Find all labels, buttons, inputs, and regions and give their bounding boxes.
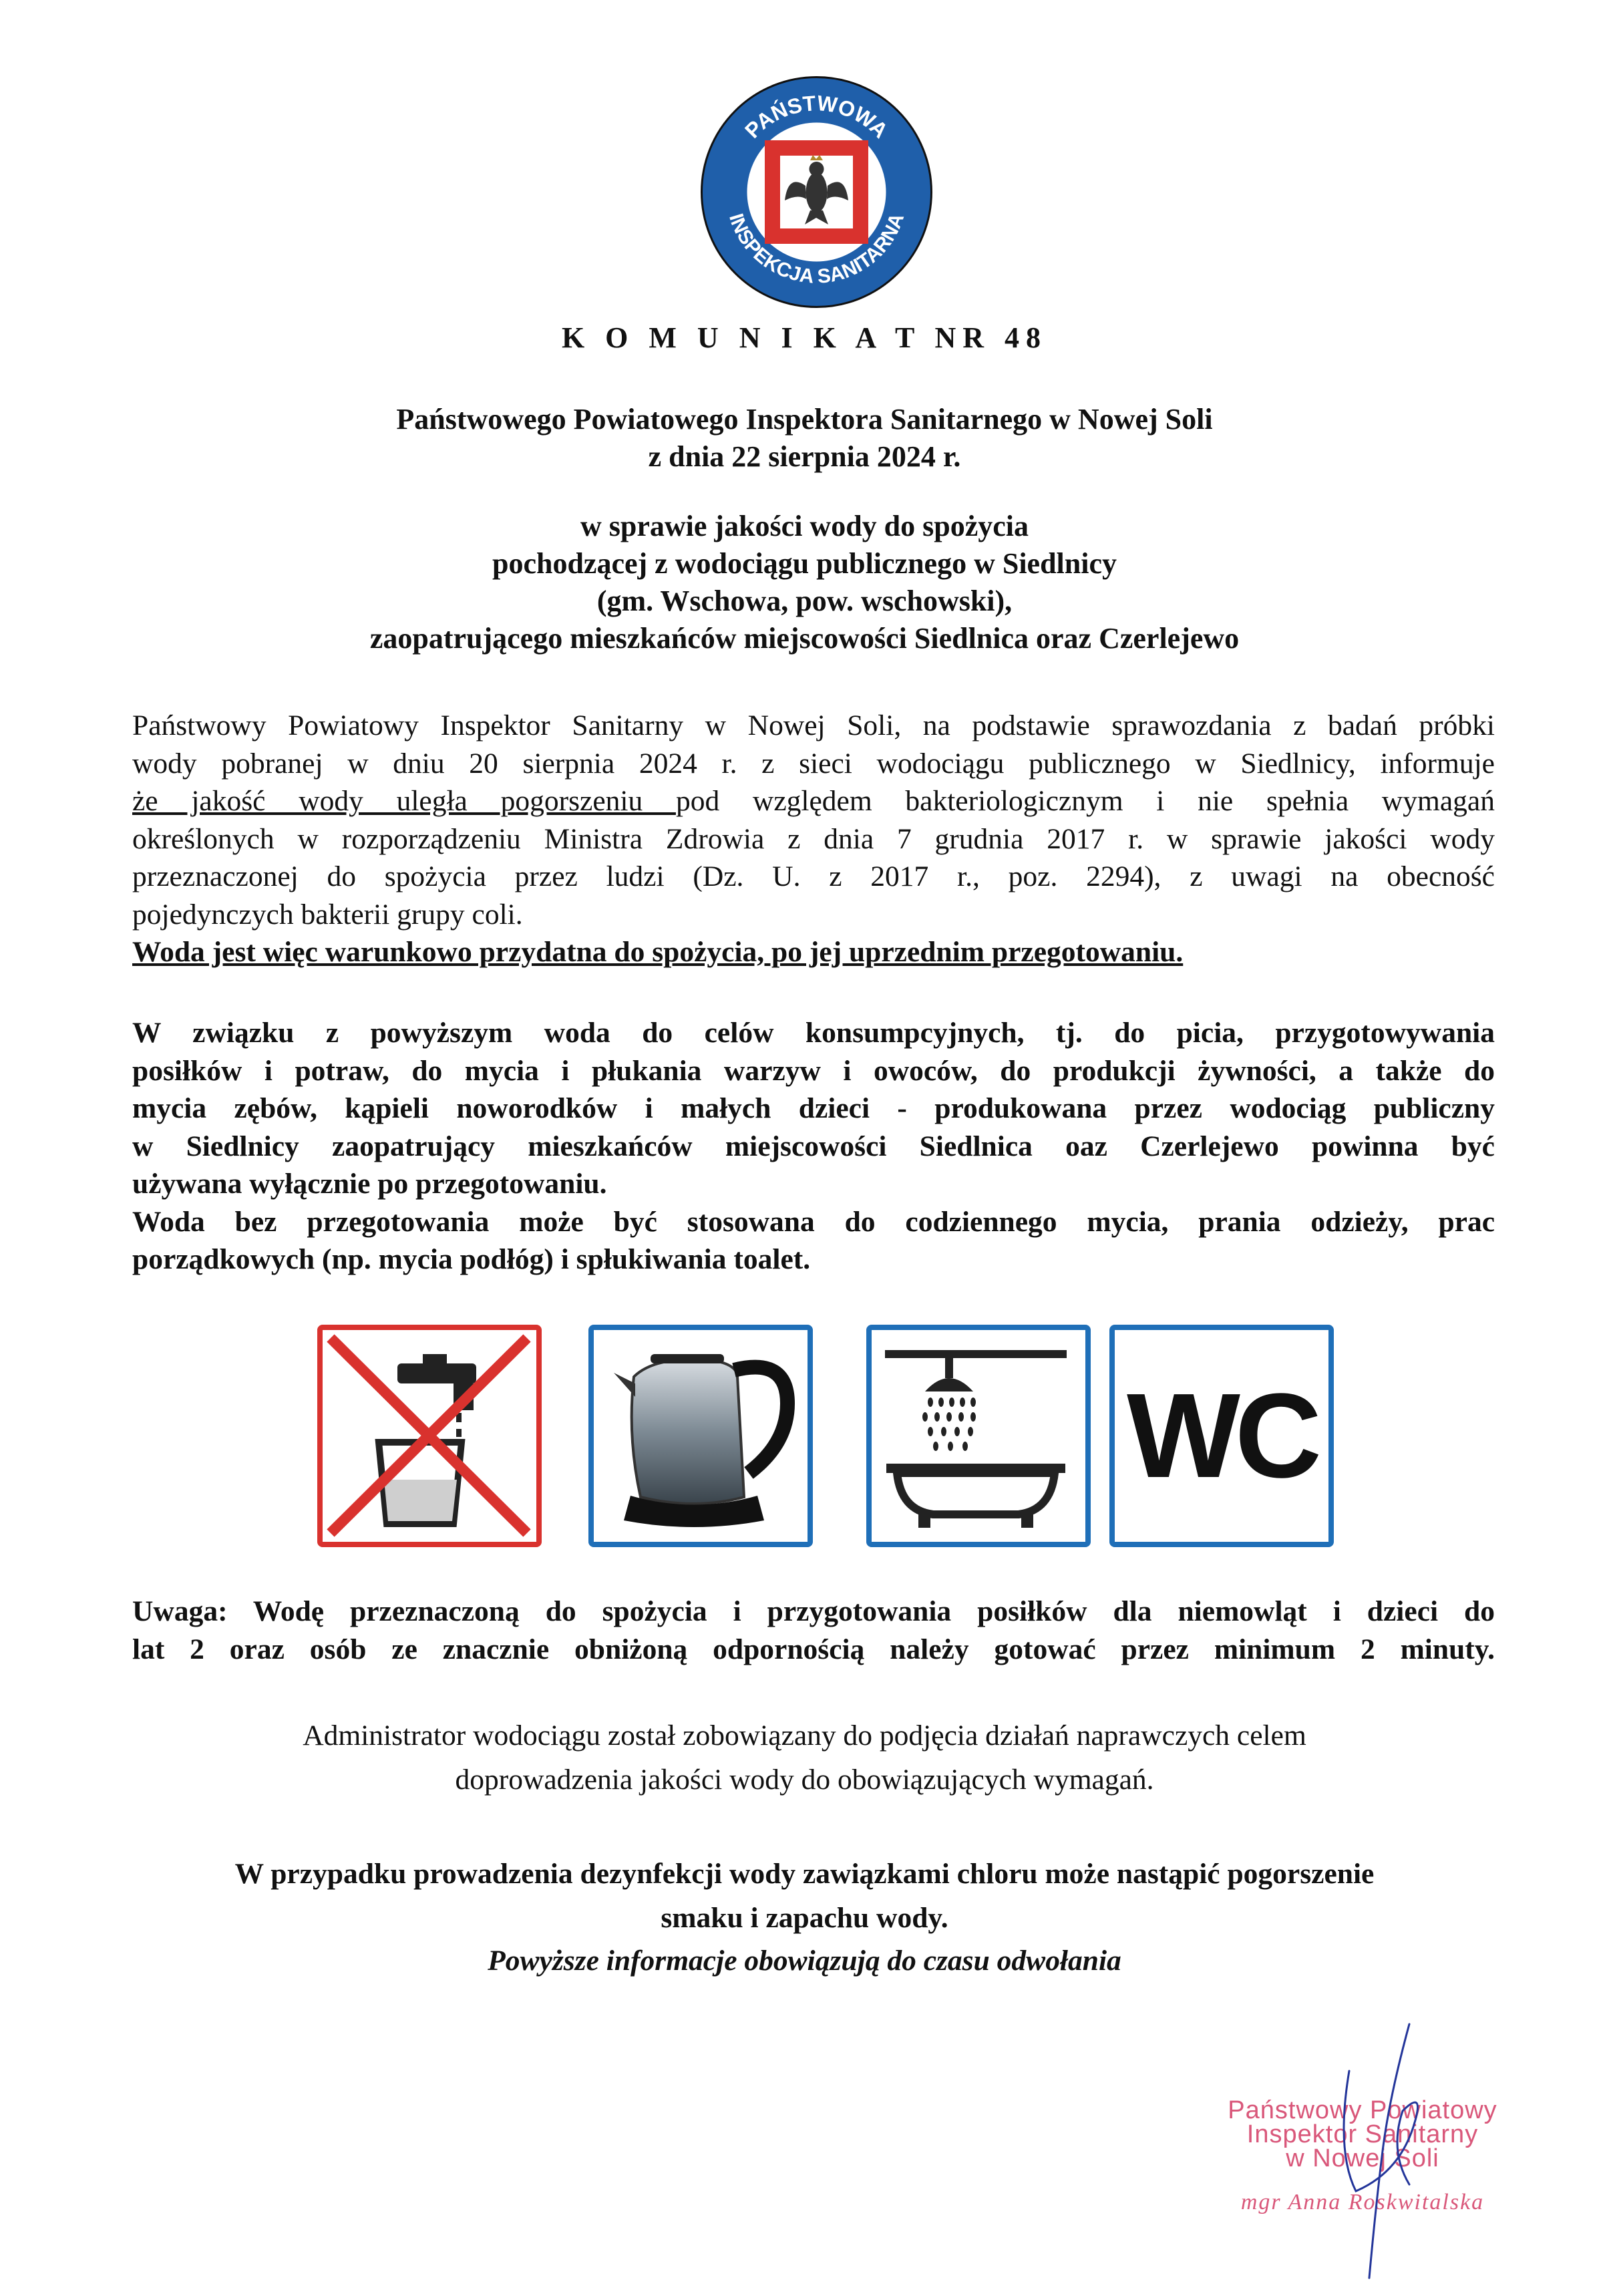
paragraph-line: Woda bez przegotowania może być stosowana do codziennego mycia, prania odzieży, prac	[132, 1205, 1495, 1238]
no-drinking-tap-water-pictogram	[317, 1325, 542, 1547]
logo-top-text: PAŃSTWOWA	[740, 90, 893, 143]
paragraph-line: określonych w rozporządzeniu Ministra Zdrowia z dnia 7 grudnia 2017 r. w sprawie jakości wody	[132, 822, 1495, 855]
issuer-date: z dnia 22 sierpnia 2024 r.	[648, 440, 961, 473]
logo-text	[698, 73, 935, 311]
subject-block	[0, 508, 1609, 657]
svg-text:PAŃSTWOWA	[740, 91, 893, 143]
validity-statement: Powyższe informacje obowiązują do czasu odwołania	[488, 1945, 1121, 1977]
subject-line: (gm. Wschowa, pow. wschowski),	[596, 585, 1013, 617]
paragraph-line: przeznaczonej do spożycia przez ludzi (Dz. U. z 2017 r., poz. 2294), z uwagi na obecność	[132, 860, 1495, 892]
underlined-phrase: że jakość wody uległa pogorszeniu	[132, 785, 676, 817]
svg-text:INSPEKCJA SANITARNA	[725, 210, 908, 288]
wc-label: WC	[1127, 1369, 1316, 1503]
boil-water-pictogram	[588, 1325, 813, 1547]
note-line: Uwaga: Wodę przeznaczoną do spożycia i przygotowania posiłków dla niemowląt i dzieci do	[132, 1595, 1495, 1627]
bath-shower-icon	[872, 1330, 1085, 1542]
findings-paragraph	[132, 707, 1495, 971]
recommendation-paragraph	[132, 1014, 1495, 1279]
signature-icon	[1309, 2017, 1456, 2285]
subject-line: zaopatrującego mieszkańców miejscowości Siedlnica oraz Czerlejewo	[369, 622, 1240, 655]
paragraph-line	[132, 782, 1495, 820]
paragraph-line: wody pobranej w dniu 20 sierpnia 2024 r. z sieci wodociągu publicznego w Siedlnicy, informuje	[132, 747, 1495, 780]
stamp-line: Państwowy Powiatowy	[1228, 2096, 1497, 2124]
no-drinking-icon	[323, 1330, 536, 1542]
issuer-line: Państwowego Powiatowego Inspektora Sanitarnego w Nowej Soli	[396, 403, 1213, 436]
conclusion-text: Woda jest więc warunkowo przydatna do spożycia, po jej uprzednim przegotowaniu.	[132, 936, 1184, 968]
bathing-pictogram	[866, 1325, 1091, 1547]
paragraph-line: w Siedlnicy zaopatrujący mieszkańców miejscowości Siedlnica oaz Czerlejewo powinna być	[132, 1130, 1495, 1162]
paragraph-line: pojedynczych bakterii grupy coli.	[132, 898, 523, 931]
toilet-pictogram	[1109, 1325, 1334, 1547]
warning-line: W przypadku prowadzenia dezynfekcji wody zawiązkami chloru może nastąpić pogorszenie	[234, 1858, 1375, 1890]
paragraph-line: używana wyłącznie po przegotowaniu.	[132, 1168, 607, 1200]
warning-line: smaku i zapachu wody.	[661, 1902, 948, 1934]
paragraph-line-rest: pod względem bakteriologicznym i nie spełnia wymagań	[675, 785, 1495, 817]
paragraph-line: Państwowy Powiatowy Inspektor Sanitarny w Nowej Soli, na podstawie sprawozdania z badań próbki	[132, 709, 1495, 742]
stamp-line: w Nowej Soli	[1286, 2144, 1439, 2172]
paragraph-line: porządkowych (np. mycia podłóg) i spłukiwania toalet.	[132, 1243, 811, 1275]
kettle-icon	[594, 1330, 808, 1542]
paragraph-line: W związku z powyższym woda do celów konsumpcyjnych, tj. do picia, przygotowywania	[132, 1017, 1495, 1049]
stamp-line: Inspektor Sanitarny	[1246, 2120, 1479, 2148]
conclusion-line	[132, 933, 1495, 971]
infant-note	[132, 1593, 1495, 1668]
chlorine-warning	[0, 1852, 1609, 1940]
paragraph-line: mycia zębów, kąpieli noworodków i małych dzieci - produkowana przez wodociąg publiczny	[132, 1092, 1495, 1124]
subject-line: w sprawie jakości wody do spożycia	[580, 510, 1029, 542]
admin-line: doprowadzenia jakości wody do obowiązujących wymagań.	[455, 1764, 1154, 1796]
page-title: K O M U N I K A T NR 48	[561, 321, 1048, 354]
sanitary-inspection-logo	[698, 73, 935, 311]
subject-line: pochodzącej z wodociągu publicznego w Siedlnicy	[492, 547, 1117, 580]
stamp-name: mgr Anna Roskwitalska	[1240, 2190, 1485, 2215]
admin-line: Administrator wodociągu został zobowiązany do podjęcia działań naprawczych celem	[303, 1719, 1306, 1752]
logo-bottom-text: INSPEKCJA SANITARNA	[724, 210, 909, 288]
issuer-block	[0, 401, 1609, 476]
administrator-notice	[0, 1713, 1609, 1802]
paragraph-line: posiłków i potraw, do mycia i płukania warzyw i owoców, do produkcji żywności, a także do	[132, 1054, 1495, 1087]
note-line: lat 2 oraz osób ze znacznie obniżoną odpornością należy gotować przez minimum 2 minuty.	[132, 1633, 1495, 1665]
